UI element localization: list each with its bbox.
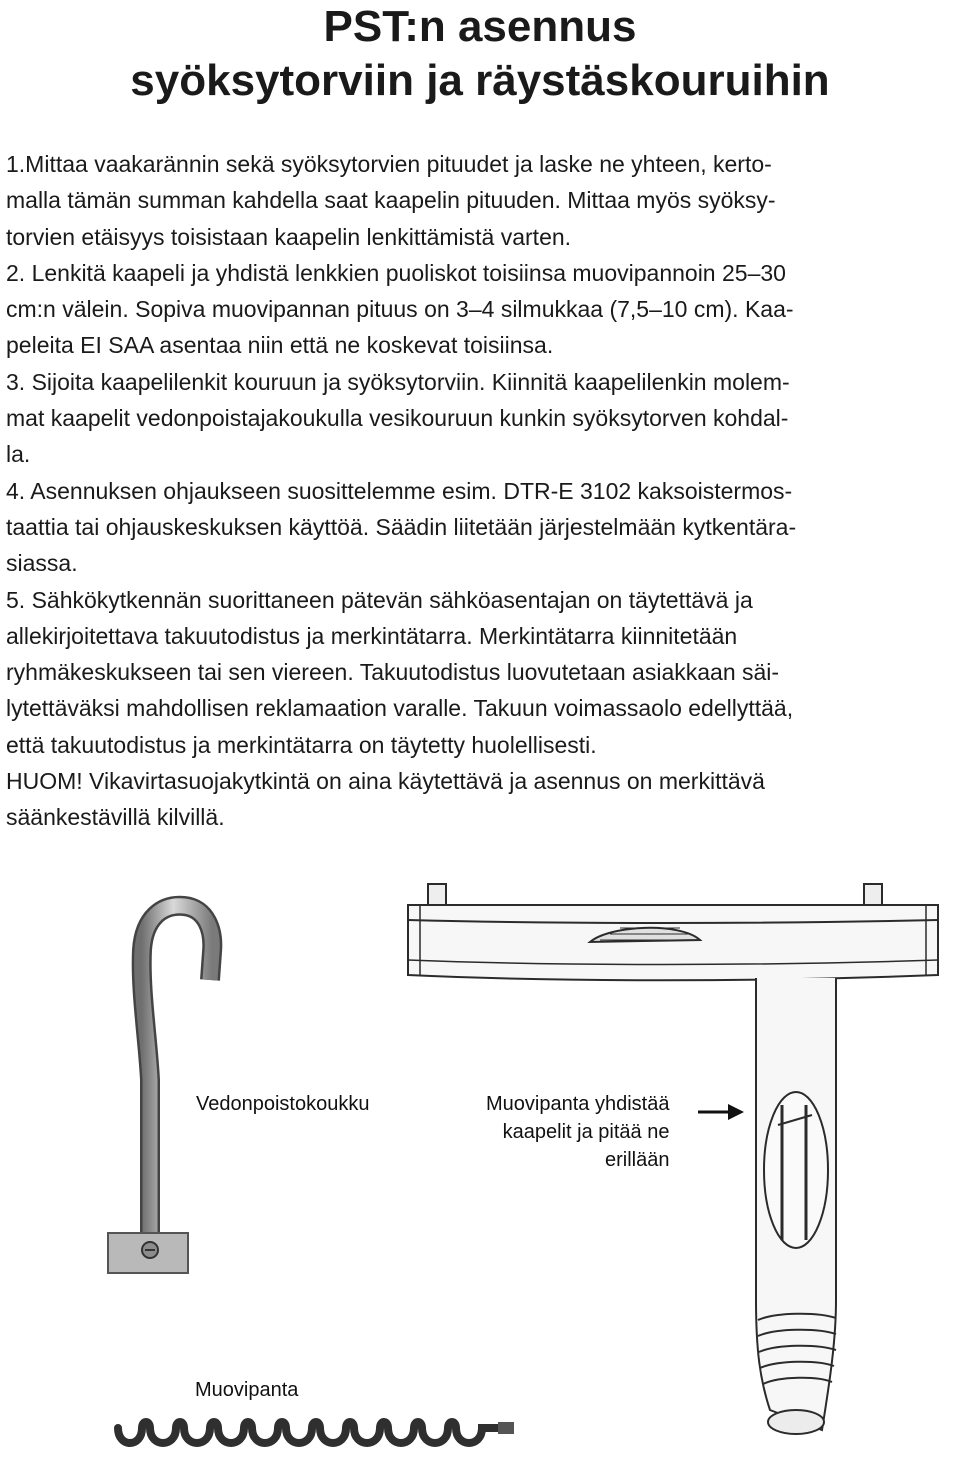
instruction-line: 4. Asennuksen ohjaukseen suosittelemme esim. DTR-E 3102 kaksoistermos-: [6, 477, 793, 504]
instruction-line: että takuutodistus ja merkintätarra on täytetty huolellisesti.: [6, 731, 597, 758]
instruction-line: allekirjoitettava takuutodistus ja merkintätarra. Merkintätarra kiinnitetään: [6, 622, 738, 649]
instruction-line: siassa.: [6, 550, 78, 577]
instruction-line: la.: [6, 441, 31, 468]
tie-label: Muovipanta: [195, 1379, 299, 1401]
band-label-line: Muovipanta yhdistää: [486, 1093, 670, 1115]
arrow-icon: [698, 1104, 744, 1120]
instruction-line: cm:n välein. Sopiva muovipannan pituus on 3–4 silmukkaa (7,5–10 cm). Kaa-: [6, 296, 794, 323]
instruction-line: 2. Lenkitä kaapeli ja yhdistä lenkkien puoliskot toisiinsa muovipannoin 25–30: [6, 259, 786, 286]
instruction-line: torvien etäisyys toisistaan kaapelin lenkittämistä varten.: [6, 223, 572, 250]
instruction-line: peleita EI SAA asentaa niin että ne koskevat toisiinsa.: [6, 332, 554, 359]
title-line-1: PST:n asennus: [323, 2, 637, 51]
title-line-2: syöksytorviin ja räystäskouruihin: [130, 56, 830, 105]
instruction-line: taattia tai ohjauskeskuksen käyttöä. Säädin liitetään järjestelmään kytkentära-: [6, 513, 797, 540]
instruction-line: 3. Sijoita kaapelilenkit kouruun ja syöksytorviin. Kiinnitä kaapelilenkin molem-: [6, 368, 790, 395]
instruction-line: 5. Sähkökytkennän suorittaneen pätevän sähköasentajan on täytettävä ja: [6, 586, 753, 613]
band-label-line: erillään: [604, 1149, 670, 1171]
instruction-line: mat kaapelit vedonpoistajakoukulla vesikouruun kunkin syöksytorven kohdal-: [6, 405, 789, 432]
instruction-line: malla tämän summan kahdella saat kaapelin pituuden. Mittaa myös syöksy-: [6, 187, 776, 214]
band-label: [486, 1090, 669, 1174]
instruction-line: HUOM! Vikavirtasuojakytkintä on aina käytettävä ja asennus on merkittävä: [6, 768, 765, 795]
instruction-line: ryhmäkeskukseen tai sen viereen. Takuutodistus luovutetaan asiakkaan säi-: [6, 659, 780, 686]
band-label-line: kaapelit ja pitää ne: [502, 1121, 670, 1143]
instruction-line: säänkestävillä kilvillä.: [6, 804, 225, 831]
instruction-line: lytettäväksi mahdollisen reklamaation varalle. Takuun voimassaolo edellyttää,: [6, 695, 794, 722]
hook-label: Vedonpoistokoukku: [196, 1093, 370, 1115]
plastic-band-image: [118, 1422, 514, 1443]
instruction-line: 1.Mittaa vaakarännin sekä syöksytorvien pituudet ja laske ne yhteen, kerto-: [6, 151, 772, 177]
